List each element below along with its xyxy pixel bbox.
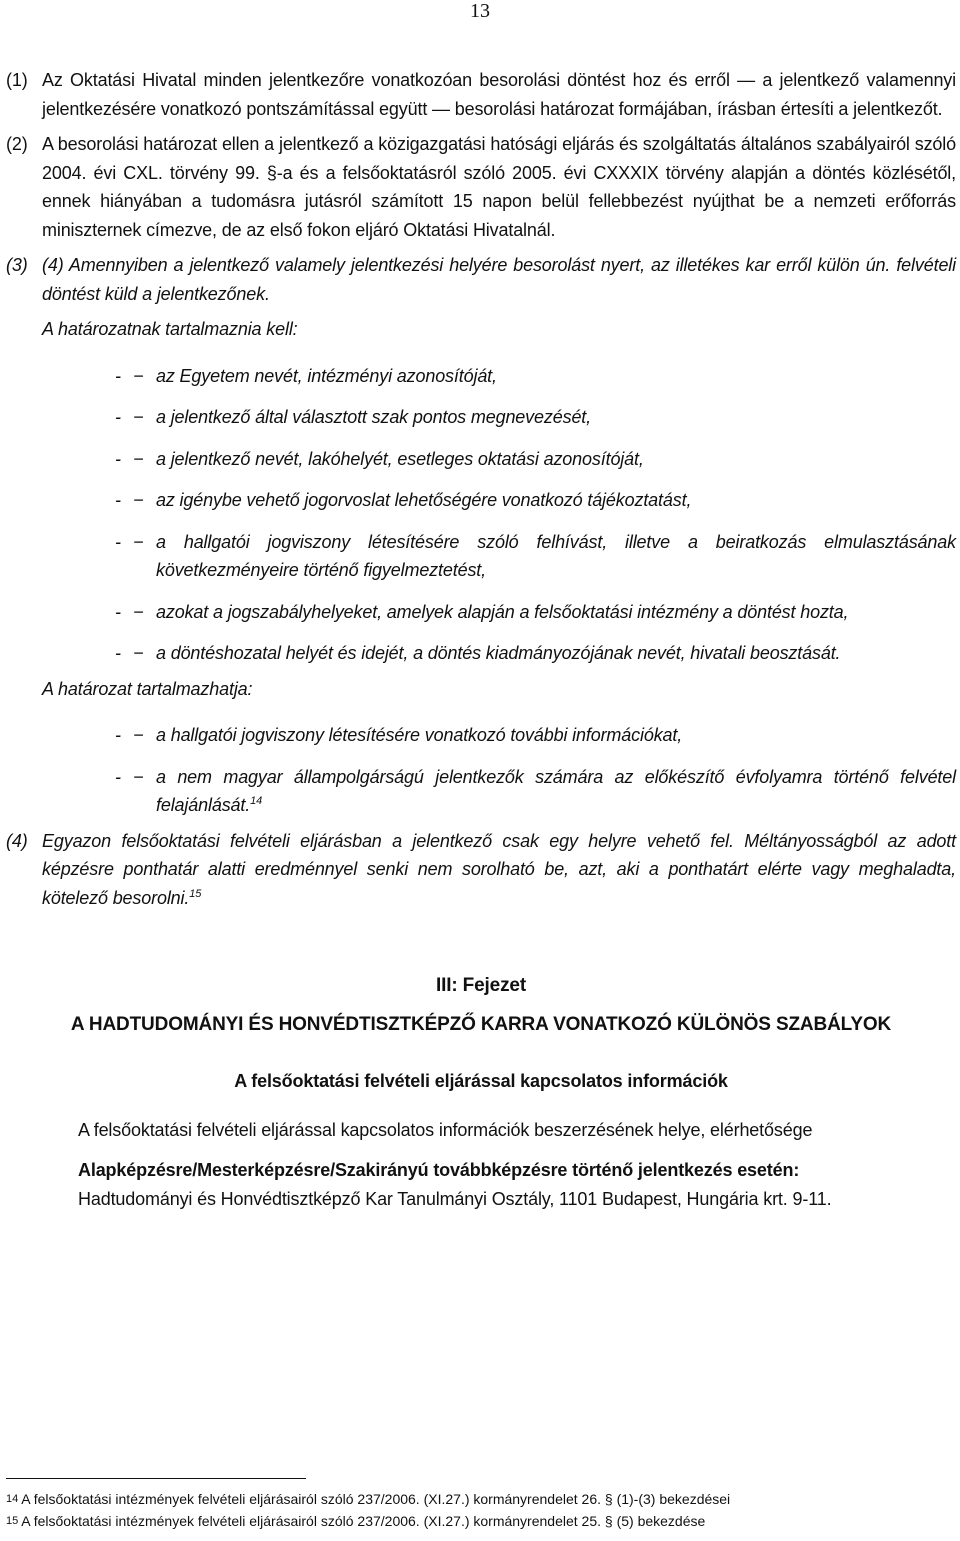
list-item	[6, 362, 956, 391]
footnotes	[6, 1488, 956, 1532]
list-item-text: a jelentkező nevét, lakóhelyét, esetleges oktatási azonosítóját,	[156, 448, 644, 469]
dash-marker: -	[115, 766, 121, 787]
list-item	[6, 445, 956, 474]
paragraph-3	[6, 251, 956, 308]
paragraph-number: (2)	[6, 134, 28, 154]
dash-marker: −	[133, 643, 144, 663]
list-item	[6, 403, 956, 432]
info-line: A felsőoktatási felvételi eljárással kapcsolatos információk beszerzésének helye, elérhetősége	[78, 1119, 813, 1140]
footnote-text: A felsőoktatási intézmények felvételi eljárásairól szóló 237/2006. (XI.27.) kormányrendelet 25. § (5) bekezdése	[21, 1513, 706, 1529]
dash-marker: −	[133, 448, 144, 469]
may-contain-heading: A határozat tartalmazhatja:	[42, 678, 253, 699]
list-item	[6, 486, 956, 515]
dash-marker: -	[115, 725, 121, 745]
paragraph-2	[6, 130, 956, 244]
chapter-number: III: Fejezet	[435, 975, 527, 996]
chapter-title: A HADTUDOMÁNYI ÉS HONVÉDTISZTKÉPZŐ KARRA VONATKOZÓ KÜLÖNÖS SZABÁLYOK	[70, 1013, 892, 1035]
list-item-text: a jelentkező által választott szak pontos megnevezését,	[156, 407, 592, 427]
list-item-text: a nem magyar állampolgárságú jelentkezők számára az előkészítő évfolyamra történő felvétel felajánlását.	[156, 766, 956, 815]
dash-marker: -	[115, 531, 121, 552]
dash-marker: −	[133, 766, 144, 787]
dash-marker: -	[115, 407, 121, 427]
must-contain-heading: A határozatnak tartalmaznia kell:	[42, 319, 298, 339]
paragraph-1	[6, 66, 956, 123]
dash-marker: -	[115, 448, 121, 469]
footnote-number: 14	[6, 1493, 19, 1505]
list-item	[6, 721, 956, 750]
footnote-separator	[6, 1478, 306, 1479]
apply-address: Hadtudományi és Honvédtisztképző Kar Tanulmányi Osztály, 1101 Budapest, Hungária krt. 9-11.	[78, 1188, 832, 1209]
footnote-14	[6, 1488, 956, 1510]
list-item-text: a hallgatói jogviszony létesítésére szóló felhívást, illetve a beiratkozás elmulasztásának következményeire történő figyelmeztetést,	[156, 531, 956, 580]
paragraph-text: Egyazon felsőoktatási felvételi eljárásban a jelentkező csak egy helyre vehető fel. Méltányosságból az adott képzésre ponthatár alatti eredménnyel senki nem sorolható be, azt, aki a ponthatárt elérte vagy meghaladta, kötelező besorolni.	[42, 830, 956, 908]
footnote-reference[interactable]: 14	[250, 795, 263, 807]
dash-marker: -	[115, 601, 121, 622]
paragraph-text: (4) Amennyiben a jelentkező valamely jelentkezési helyére besorolást nyert, az illetékes kar erről külön ún. felvételi döntést küld a jelentkezőnek.	[42, 255, 956, 304]
page-number: 13	[470, 0, 490, 22]
footnote-text: A felsőoktatási intézmények felvételi eljárásairól szóló 237/2006. (XI.27.) kormányrendelet 26. § (1)-(3) bekezdései	[21, 1491, 731, 1507]
paragraph-text: A besorolási határozat ellen a jelentkező a közigazgatási hatósági eljárás és szolgáltatás általános szabályairól szóló 2004. évi CXL. törvény 99. §-a és a felsőoktatásról szóló 2005. évi CXXXIX törvény alapján a döntés közlésétől, ennek hiányában a tudomásra jutásról számított 15 napon belül fellebbezést nyújthat be a nemzeti erőforrás miniszternek címezve, de az első fokon eljáró Oktatási Hivatalnál.	[42, 134, 956, 240]
list-item-text: a döntéshozatal helyét és idejét, a döntés kiadmányozójának nevét, hivatali beosztását.	[156, 643, 841, 663]
dash-marker: -	[115, 490, 121, 510]
paragraph-number: (4)	[6, 830, 28, 851]
dash-marker: −	[133, 490, 144, 510]
must-contain-list	[6, 362, 956, 668]
dash-marker: −	[133, 407, 144, 427]
list-item	[6, 639, 956, 668]
paragraph-number: (3)	[6, 255, 28, 275]
dash-marker: −	[133, 531, 144, 552]
dash-marker: -	[115, 643, 121, 663]
list-item-text: a hallgatói jogviszony létesítésére vonatkozó további információkat,	[156, 725, 683, 745]
dash-marker: -	[115, 365, 121, 386]
paragraph-number: (1)	[6, 70, 28, 90]
list-item-text: azokat a jogszabályhelyeket, amelyek alapján a felsőoktatási intézmény a döntést hozta,	[156, 601, 849, 622]
document-body	[6, 66, 956, 1213]
footnote-15	[6, 1510, 956, 1532]
dash-marker: −	[133, 601, 144, 622]
paragraph-4	[6, 827, 956, 913]
dash-marker: −	[133, 365, 144, 386]
dash-marker: −	[133, 725, 144, 745]
list-item	[6, 528, 956, 585]
footnote-number: 15	[6, 1515, 19, 1527]
list-item	[6, 763, 956, 820]
section-title: A felsőoktatási felvételi eljárással kapcsolatos információk	[234, 1071, 728, 1091]
may-contain-list	[6, 721, 956, 820]
list-item	[6, 598, 956, 627]
list-item-text: az igénybe vehető jogorvoslat lehetőségére vonatkozó tájékoztatást,	[156, 490, 692, 510]
list-item-text: az Egyetem nevét, intézményi azonosítóját,	[156, 365, 497, 386]
apply-heading: Alapképzésre/Mesterképzésre/Szakirányú továbbképzésre történő jelentkezés esetén:	[78, 1160, 800, 1180]
footnote-reference[interactable]: 15	[189, 887, 202, 900]
paragraph-text: Az Oktatási Hivatal minden jelentkezőre vonatkozóan besorolási döntést hoz és erről — a jelentkező valamennyi jelentkezésére vonatkozó pontszámítással együtt — besorolási határozat formájában, írásban értesíti a jelentkezőt.	[42, 70, 956, 119]
